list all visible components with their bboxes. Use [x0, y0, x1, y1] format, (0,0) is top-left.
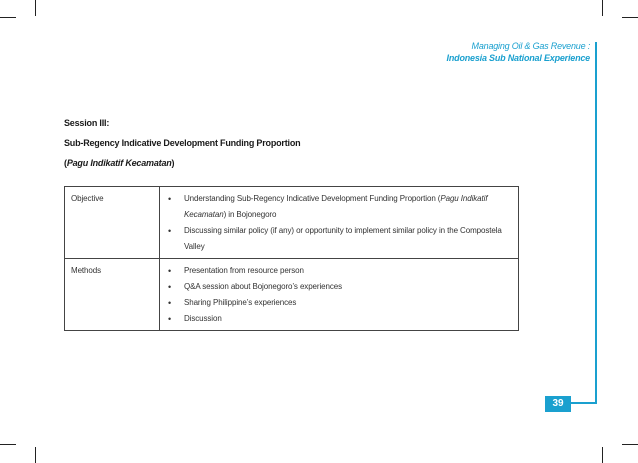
running-header — [447, 40, 590, 64]
table-row-methods — [65, 259, 519, 331]
session-table — [64, 186, 519, 331]
crop-mark-tl-v — [35, 0, 36, 16]
item-text: Discussion — [184, 314, 222, 323]
crop-mark-tr-h — [622, 17, 638, 18]
table-row-objective — [65, 187, 519, 259]
item-text: Discussing similar policy (if any) or opportunity to implement similar policy in the Compostela Valley — [184, 226, 502, 251]
header-line-1: Managing Oil & Gas Revenue : — [471, 41, 590, 51]
crop-mark-bl-h — [0, 444, 16, 445]
list-item — [166, 191, 512, 223]
crop-mark-tr-v — [602, 0, 603, 16]
crop-mark-br-h — [622, 444, 638, 445]
crop-mark-bl-v — [35, 447, 36, 463]
list-item — [166, 263, 512, 279]
session-heading — [64, 116, 300, 176]
item-italic-text: Pagu Indikatif Kecamatan — [184, 194, 488, 219]
crop-mark-br-v — [602, 447, 603, 463]
header-line-2: Indonesia Sub National Experience — [446, 53, 590, 63]
row-label: Objective — [65, 187, 160, 259]
list-item — [166, 223, 512, 255]
session-local-name: (Pagu Indikatif Kecamatan) — [64, 158, 175, 168]
page-number: 39 — [545, 396, 571, 412]
row-content — [160, 259, 519, 331]
list-item — [166, 279, 512, 295]
row-label: Methods — [65, 259, 160, 331]
item-text: Understanding Sub-Regency Indicative Development Funding Proportion ( — [184, 194, 441, 203]
session-title: Session III: — [64, 118, 110, 128]
list-item — [166, 295, 512, 311]
item-text: Q&A session about Bojonegoro’s experiences — [184, 282, 342, 291]
row-content — [160, 187, 519, 259]
session-subtitle: Sub-Regency Indicative Development Funding Proportion — [64, 138, 301, 148]
margin-rule — [595, 42, 597, 404]
list-item — [166, 311, 512, 327]
session-local-name-text: Pagu Indikatif Kecamatan — [66, 158, 172, 168]
crop-mark-tl-h — [0, 17, 16, 18]
item-text-tail: ) in Bojonegoro — [223, 210, 277, 219]
item-text: Sharing Philippine’s experiences — [184, 298, 297, 307]
item-text: Presentation from resource person — [184, 266, 304, 275]
